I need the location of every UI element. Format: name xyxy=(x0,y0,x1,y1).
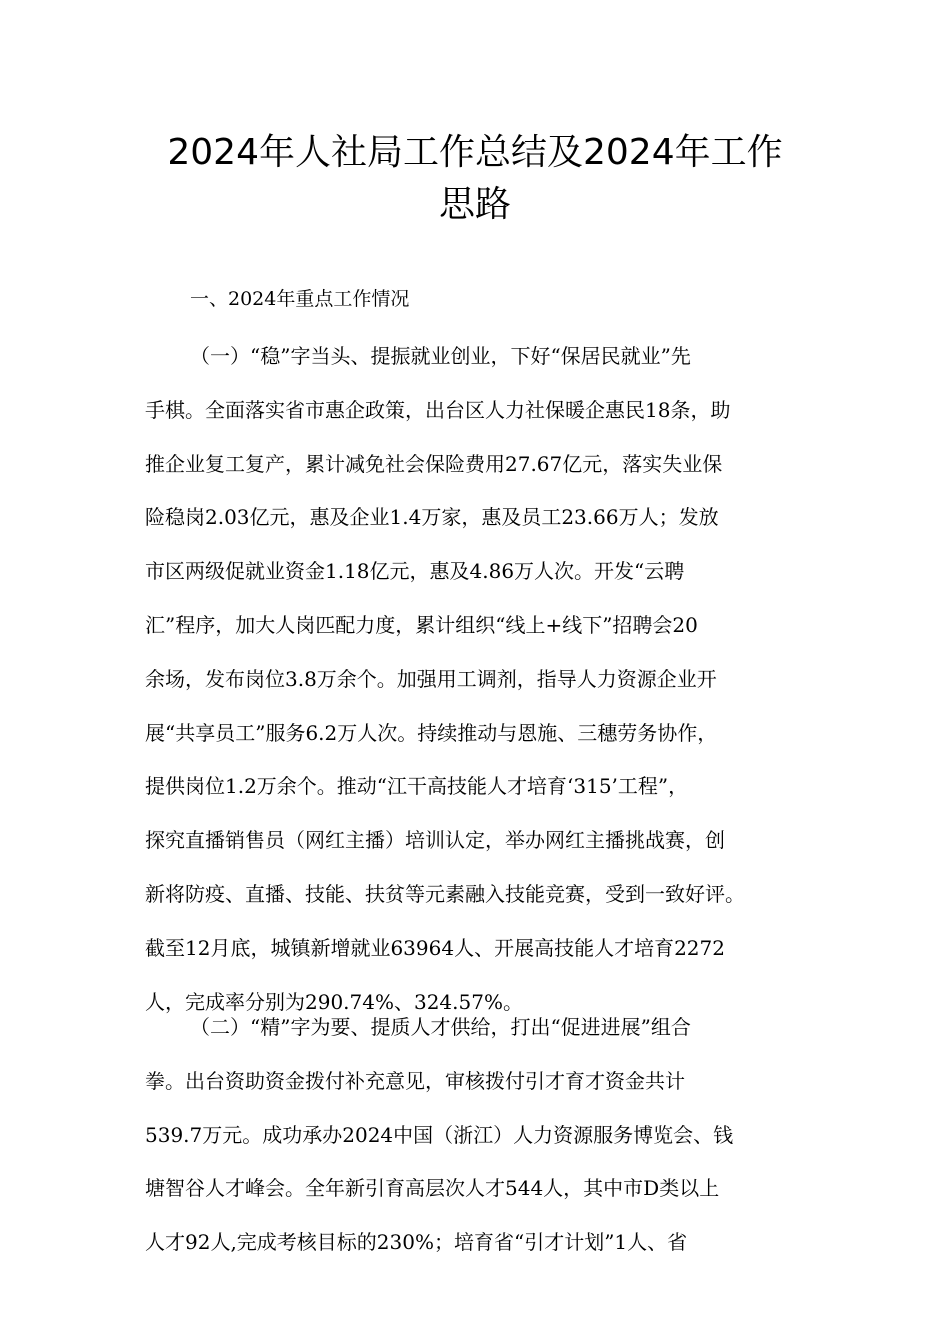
paragraph-1-line: 人，完成率分别为290.74%、324.57%。 xyxy=(145,989,523,1014)
paragraph-1-line: 新将防疫、直播、技能、扶贫等元素融入技能竞赛，受到一致好评。 xyxy=(145,881,745,906)
paragraph-1-line: 探究直播销售员（网红主播）培训认定，举办网红主播挑战赛，创 xyxy=(145,828,725,853)
paragraph-1-line: 手棋。全面落实省市惠企政策，出台区人力社保暖企惠民18条，助 xyxy=(145,397,731,422)
paragraph-1-line: 险稳岗2.03亿元，惠及企业1.4万家，惠及员工23.66万人；发放 xyxy=(145,505,719,530)
paragraph-2-line: 拳。出台资助资金拨付补充意见，审核拨付引才育才资金共计 xyxy=(145,1068,685,1093)
paragraph-1-line: 推企业复工复产，累计减免社会保险费用27.67亿元，落实失业保 xyxy=(145,451,723,476)
paragraph-2-line: 539.7万元。成功承办2024中国（浙江）人力资源服务博览会、钱 xyxy=(145,1122,734,1147)
paragraph-1-line: 汇”程序，加大人岗匹配力度，累计组织“线上+线下”招聘会20 xyxy=(145,612,698,637)
paragraph-1-line: 市区两级促就业资金1.18亿元，惠及4.86万人次。开发“云聘 xyxy=(145,559,685,584)
paragraph-2-line: 塘智谷人才峰会。全年新引育高层次人才544人，其中市D类以上 xyxy=(145,1176,720,1201)
paragraph-1-line: 截至12月底，城镇新增就业63964人、开展高技能人才培育2272 xyxy=(145,935,725,960)
paragraph-2 xyxy=(145,1001,733,1270)
paragraph-2-line: （二）“精”字为要、提质人才供给，打出“促进进展”组合 xyxy=(190,1015,691,1039)
paragraph-1 xyxy=(145,330,745,1029)
paragraph-1-line: 提供岗位1.2万余个。推动“江干高技能人才培育‘315’工程”， xyxy=(145,774,689,799)
document-title-line-2: 思路 xyxy=(438,184,511,225)
paragraph-1-line: 余场，发布岗位3.8万余个。加强用工调剂，指导人力资源企业开 xyxy=(145,666,717,691)
paragraph-1-line: 展“共享员工”服务6.2万人次。持续推动与恩施、三穗劳务协作， xyxy=(145,720,718,745)
document-title-line-1: 2024年人社局工作总结及2024年工作 xyxy=(167,132,783,173)
paragraph-1-line: （一）“稳”字当头、提振就业创业，下好“保居民就业”先 xyxy=(190,344,691,368)
section-heading: 一、2024年重点工作情况 xyxy=(190,288,410,310)
paragraph-2-line: 人才92人,完成考核目标的230%；培育省“引才计划”1人、省 xyxy=(145,1230,688,1255)
